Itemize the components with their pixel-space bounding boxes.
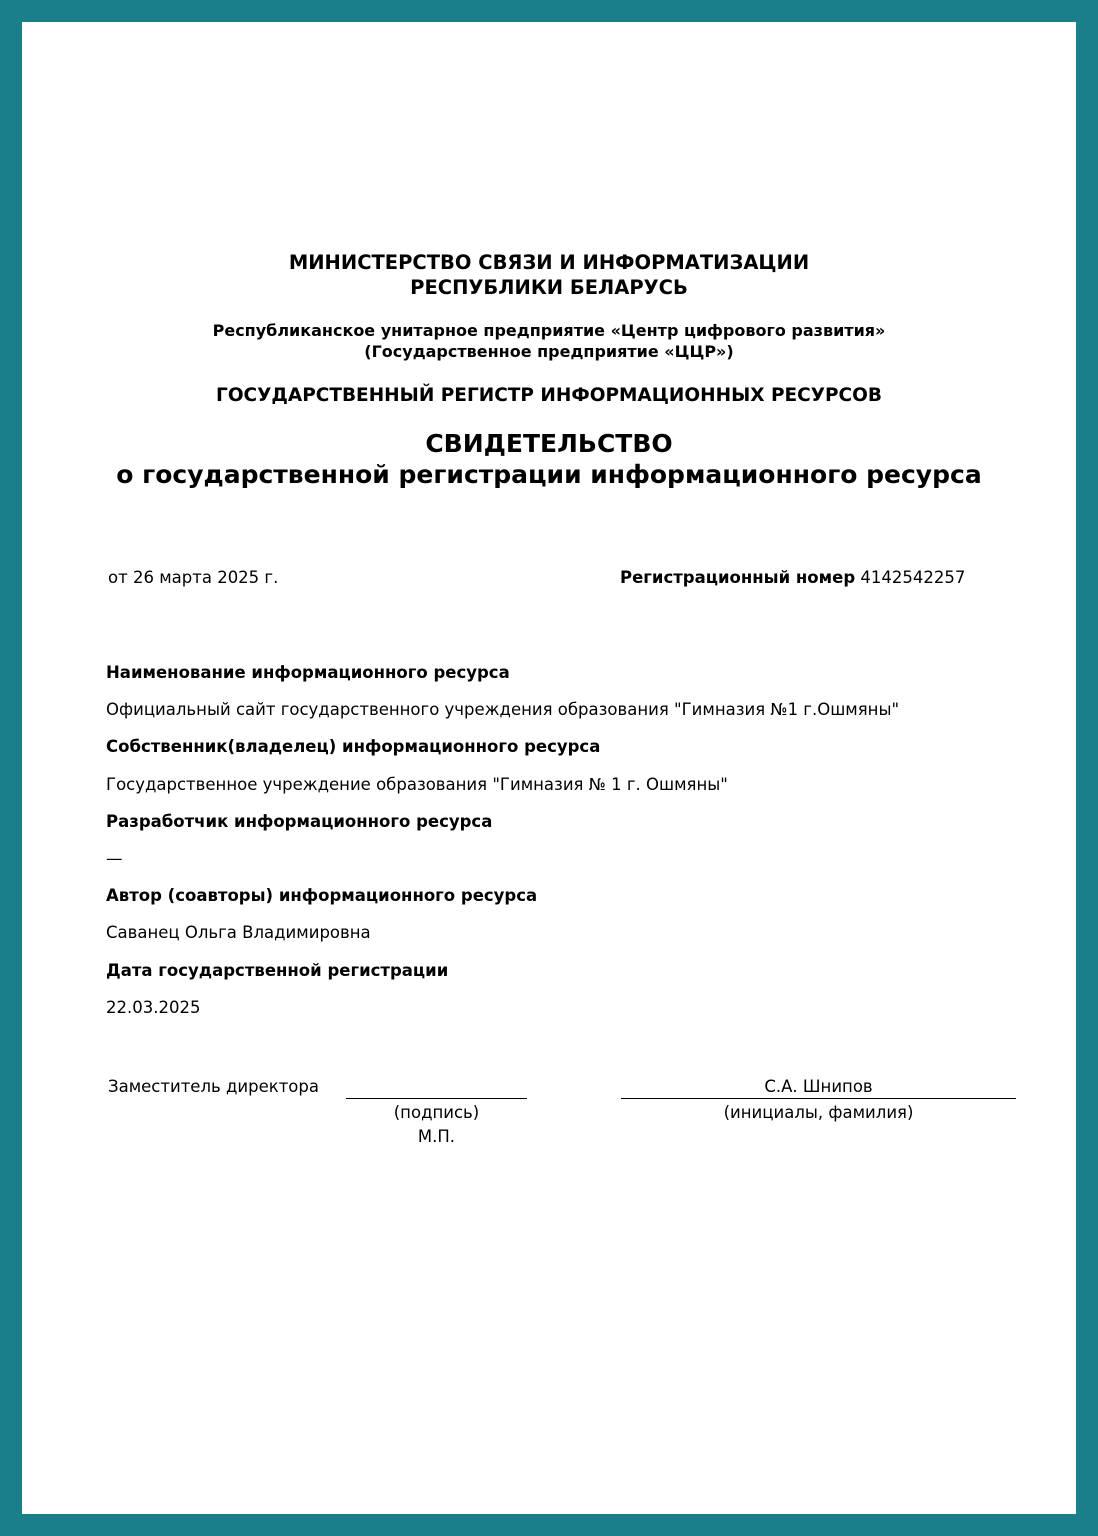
signature-line <box>346 1098 527 1099</box>
registration-date-value: 22.03.2025 <box>106 997 201 1017</box>
issue-date: от 26 марта 2025 г. <box>108 568 279 587</box>
registry-heading: ГОСУДАРСТВЕННЫЙ РЕГИСТР ИНФОРМАЦИОННЫХ РЕСУРСОВ <box>216 385 882 406</box>
resource-name-label: Наименование информационного ресурса <box>106 663 510 682</box>
resource-fields <box>106 663 899 1035</box>
registration-number-value: 4142542257 <box>860 568 966 587</box>
signatory-name: С.А. Шнипов <box>764 1077 873 1096</box>
enterprise-heading <box>22 320 1076 362</box>
developer-value: — <box>106 848 123 868</box>
owner-label: Собственник(владелец) информационного ресурса <box>106 737 601 757</box>
certificate-heading <box>22 428 1076 490</box>
stamp-placeholder: М.П. <box>417 1127 456 1146</box>
certificate-title: СВИДЕТЕЛЬСТВО <box>425 429 673 458</box>
signature-caption: (подпись) <box>393 1103 480 1122</box>
ministry-heading <box>22 250 1076 300</box>
ministry-line-2: РЕСПУБЛИКИ БЕЛАРУСЬ <box>410 276 688 299</box>
enterprise-line-1: Республиканское унитарное предприятие «Центр цифрового развития» <box>212 321 886 340</box>
registration-date-label: Дата государственной регистрации <box>106 960 449 980</box>
certificate-page <box>22 22 1076 1514</box>
owner-value: Государственное учреждение образования "Гимназия № 1 г. Ошмяны" <box>106 774 728 794</box>
name-line <box>621 1098 1016 1099</box>
resource-name-value: Официальный сайт государственного учреждения образования "Гимназия №1 г.Ошмяны" <box>106 700 900 720</box>
name-caption: (инициалы, фамилия) <box>723 1103 914 1122</box>
author-label: Автор (соавторы) информационного ресурса <box>106 886 538 906</box>
signatory-position: Заместитель директора <box>108 1077 319 1096</box>
enterprise-line-2: (Государственное предприятие «ЦЦР») <box>364 342 734 361</box>
developer-label: Разработчик информационного ресурса <box>106 811 493 831</box>
ministry-line-1: МИНИСТЕРСТВО СВЯЗИ И ИНФОРМАТИЗАЦИИ <box>288 251 810 274</box>
registration-number-line <box>620 568 965 587</box>
certificate-subtitle: о государственной регистрации информационного ресурса <box>116 460 982 489</box>
author-value: Саванец Ольга Владимировна <box>106 923 371 943</box>
registration-number-label: Регистрационный номер <box>620 568 856 587</box>
